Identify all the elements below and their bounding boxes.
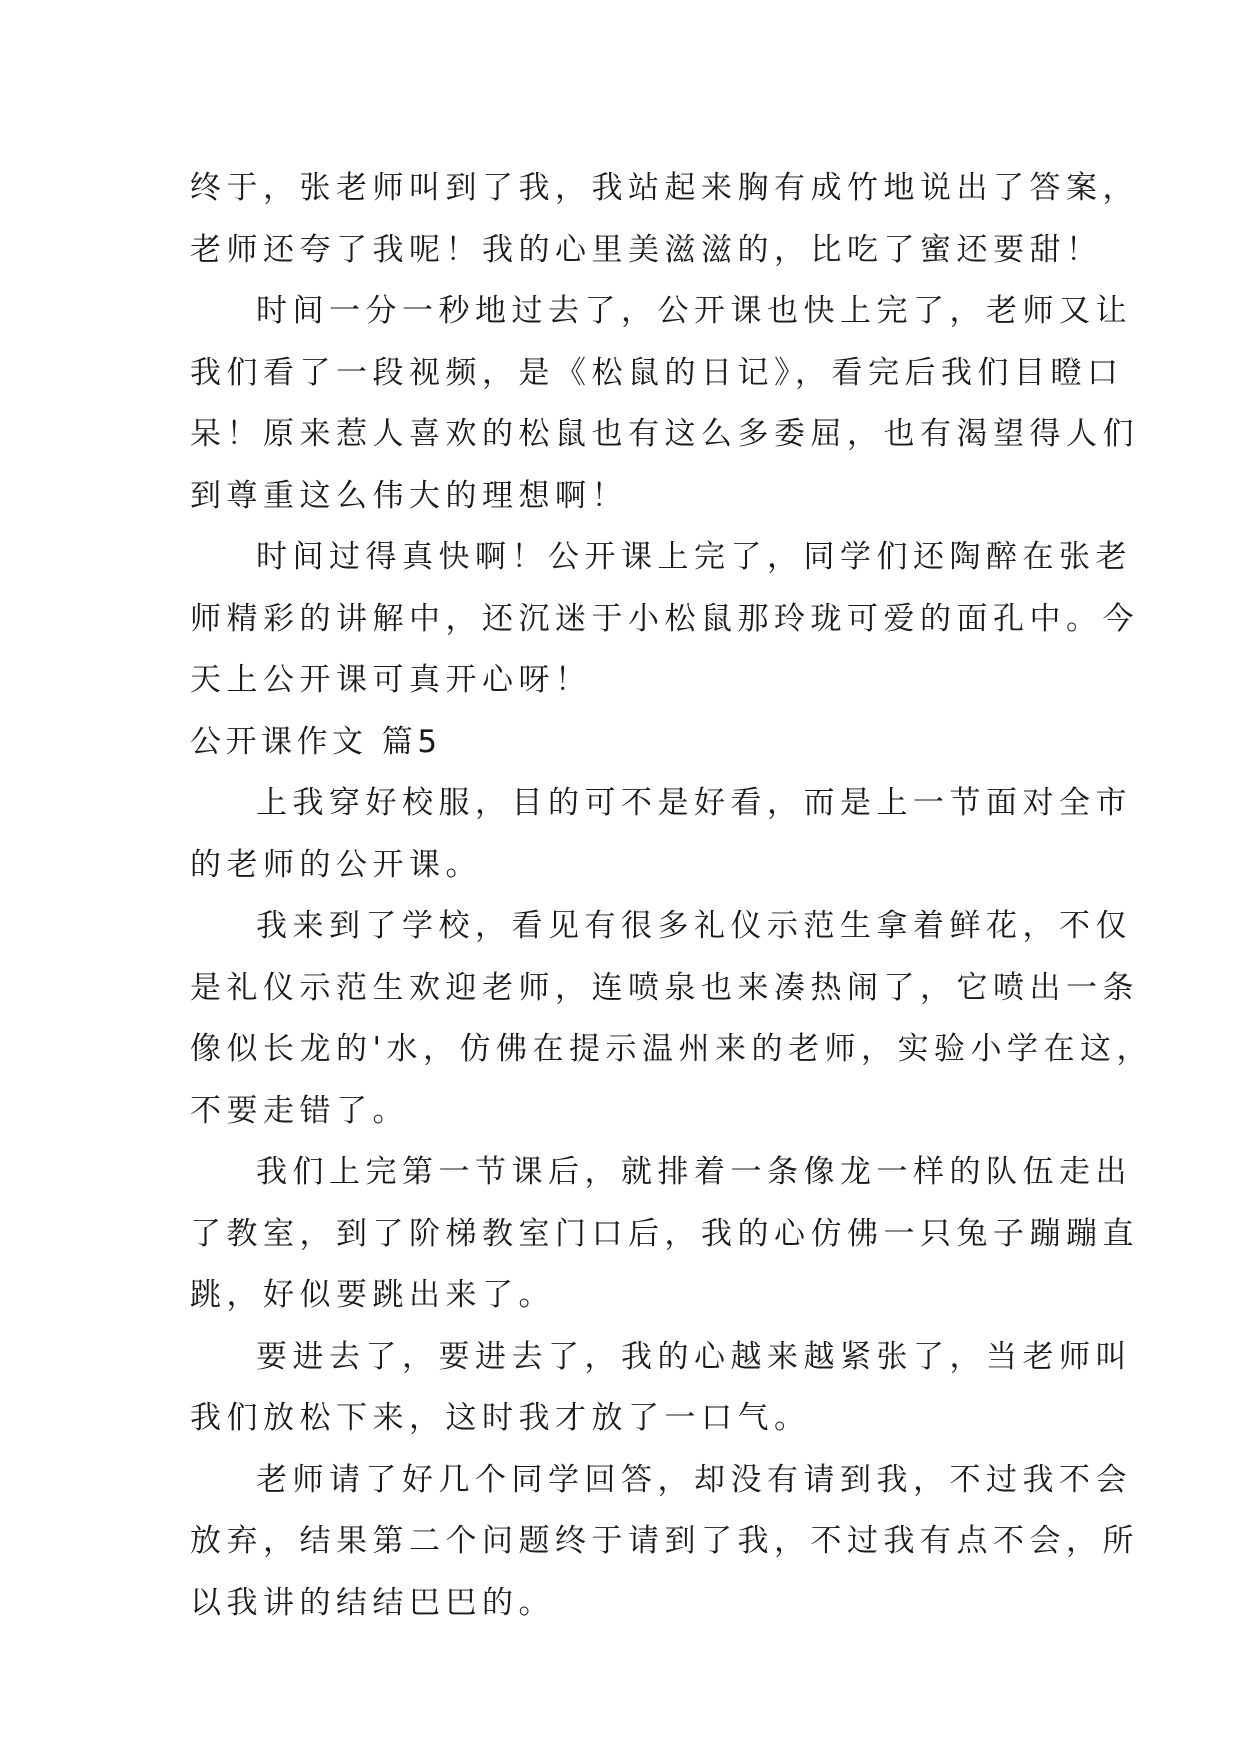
text-line: 是礼仪示范生欢迎老师，连喷泉也来凑热闹了，它喷出一条 xyxy=(190,969,1139,1006)
text-line: 不要走错了。 xyxy=(190,1092,409,1129)
text-line: 呆！原来惹人喜欢的松鼠也有这么多委屈，也有渴望得人们 xyxy=(190,416,1139,452)
paragraph-start-line: 老师请了好几个同学回答，却没有请到我，不过我不会 xyxy=(256,1461,1132,1498)
paragraph-start-line: 要进去了，要进去了，我的心越来越紧张了，当老师叫 xyxy=(256,1338,1132,1375)
text-line: 我们看了一段视频，是《松鼠的日记》，看完后我们目瞪口 xyxy=(190,354,1124,391)
paragraph-start-line: 我们上完第一节课后，就排着一条像龙一样的队伍走出 xyxy=(256,1154,1132,1190)
paragraph-start-line: 我来到了学校，看见有很多礼仪示范生拿着鲜花，不仅 xyxy=(256,908,1132,944)
text-line: 我们放松下来，这时我才放了一口气。 xyxy=(190,1400,811,1436)
text-line: 以我讲的结结巴巴的。 xyxy=(190,1584,555,1621)
document-body xyxy=(190,158,1154,1634)
paragraph-start-line: 时间一分一秒地过去了，公开课也快上完了，老师又让 xyxy=(256,293,1132,329)
text-line: 放弃，结果第二个问题终于请到了我，不过我有点不会，所 xyxy=(190,1523,1139,1559)
text-line: 像似长龙的'水，仿佛在提示温州来的老师，实验小学在这， xyxy=(190,1031,1154,1067)
text-line: 的老师的公开课。 xyxy=(190,846,482,883)
text-line: 天上公开课可真开心呀！ xyxy=(190,662,592,698)
section-heading: 公开课作文 篇5 xyxy=(190,723,442,760)
text-line: 师精彩的讲解中，还沉迷于小松鼠那玲珑可爱的面孔中。今 xyxy=(190,600,1139,637)
paragraph-start-line: 时间过得真快啊！公开课上完了，同学们还陶醉在张老 xyxy=(256,539,1132,575)
text-line: 到尊重这么伟大的理想啊！ xyxy=(190,477,628,514)
text-line: 老师还夸了我呢！我的心里美滋滋的，比吃了蜜还要甜！ xyxy=(190,231,1103,268)
text-line: 了教室，到了阶梯教室门口后，我的心仿佛一只兔子蹦蹦直 xyxy=(190,1215,1139,1252)
paragraph-start-line: 上我穿好校服，目的可不是好看，而是上一节面对全市 xyxy=(256,785,1132,821)
text-line: 跳，好似要跳出来了。 xyxy=(190,1277,555,1313)
text-line: 终于，张老师叫到了我，我站起来胸有成竹地说出了答案， xyxy=(190,170,1139,206)
